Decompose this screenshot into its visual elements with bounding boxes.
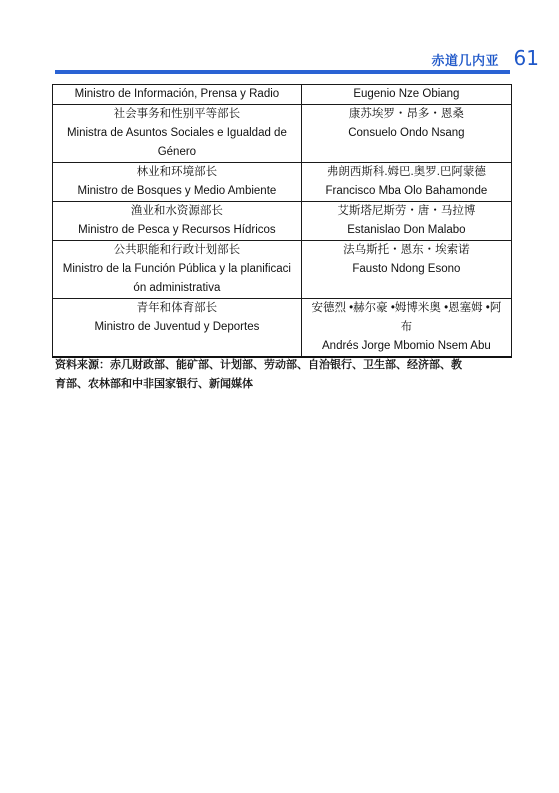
minister-title-line: ón administrativa — [133, 282, 221, 294]
minister-name-cell — [301, 163, 511, 202]
page-number: 61 — [513, 46, 539, 70]
table-row — [53, 202, 512, 241]
minister-title-cell — [53, 241, 302, 299]
minister-name-cell — [301, 202, 511, 241]
source-note-line: 育部、农林部和中非国家银行、新闻媒体 — [55, 377, 253, 390]
minister-name-line: 弗朗西斯科.姆巴.奥罗.巴阿蒙德 — [326, 166, 486, 178]
minister-title-cell — [53, 105, 302, 163]
minister-name-cell — [301, 241, 511, 299]
table-row — [53, 105, 512, 163]
table-row — [53, 163, 512, 202]
minister-name-line: Estanislao Don Malabo — [347, 224, 466, 236]
source-note — [55, 355, 510, 393]
table-row — [53, 299, 512, 358]
minister-name-line: Andrés Jorge Mbomio Nsem Abu — [322, 340, 491, 352]
minister-name-line: Fausto Ndong Esono — [352, 263, 461, 275]
minister-title-line: Ministro de Juventud y Deportes — [94, 321, 260, 333]
source-note-line: 资料来源：赤几财政部、能矿部、计划部、劳动部、自治银行、卫生部、经济部、教 — [55, 358, 462, 371]
minister-name-line: 安德烈 •赫尔豪 •姆博米奥 •恩塞姆 •阿 — [311, 302, 502, 314]
minister-title-line: 青年和体育部长 — [136, 302, 218, 314]
minister-name-line: 康苏埃罗・昂多・恩桑 — [348, 108, 464, 120]
minister-title-cell — [53, 202, 302, 241]
minister-title-line: Ministra de Asuntos Sociales e Igualdad de — [66, 127, 287, 139]
minister-title-line: Ministro de la Función Pública y la planificaci — [62, 263, 291, 275]
minister-name-line: Consuelo Ondo Nsang — [348, 127, 465, 139]
minister-title-line: Ministro de Pesca y Recursos Hídricos — [78, 224, 276, 236]
minister-title-line: Ministro de Información, Prensa y Radio — [74, 88, 280, 100]
minister-title-line: 社会事务和性别平等部长 — [113, 108, 241, 120]
minister-title-cell — [53, 163, 302, 202]
minister-name-cell — [301, 105, 511, 163]
table-row — [53, 241, 512, 299]
minister-title-line: Ministro de Bosques y Medio Ambiente — [77, 185, 277, 197]
minister-name-line: Francisco Mba Olo Bahamonde — [325, 185, 488, 197]
minister-title-line: Género — [157, 146, 197, 158]
minister-name-cell — [301, 299, 511, 358]
minister-name-line: 法乌斯托・恩东・埃索诺 — [343, 244, 470, 256]
minister-title-cell — [53, 85, 302, 105]
minister-title-cell — [53, 299, 302, 358]
header-rule — [55, 70, 510, 74]
header-title: 赤道几内亚 — [431, 54, 499, 69]
minister-name-line: Eugenio Nze Obiang — [353, 88, 460, 100]
minister-title-line: 林业和环境部长 — [136, 166, 218, 178]
minister-name-cell — [301, 85, 511, 105]
ministers-table — [52, 84, 512, 358]
table-row — [53, 85, 512, 105]
minister-name-line: 艾斯塔尼斯劳・唐・马拉博 — [337, 205, 476, 217]
minister-title-line: 渔业和水资源部长 — [130, 205, 223, 217]
minister-name-line: 布 — [400, 321, 413, 333]
minister-title-line: 公共职能和行政计划部长 — [113, 244, 241, 256]
